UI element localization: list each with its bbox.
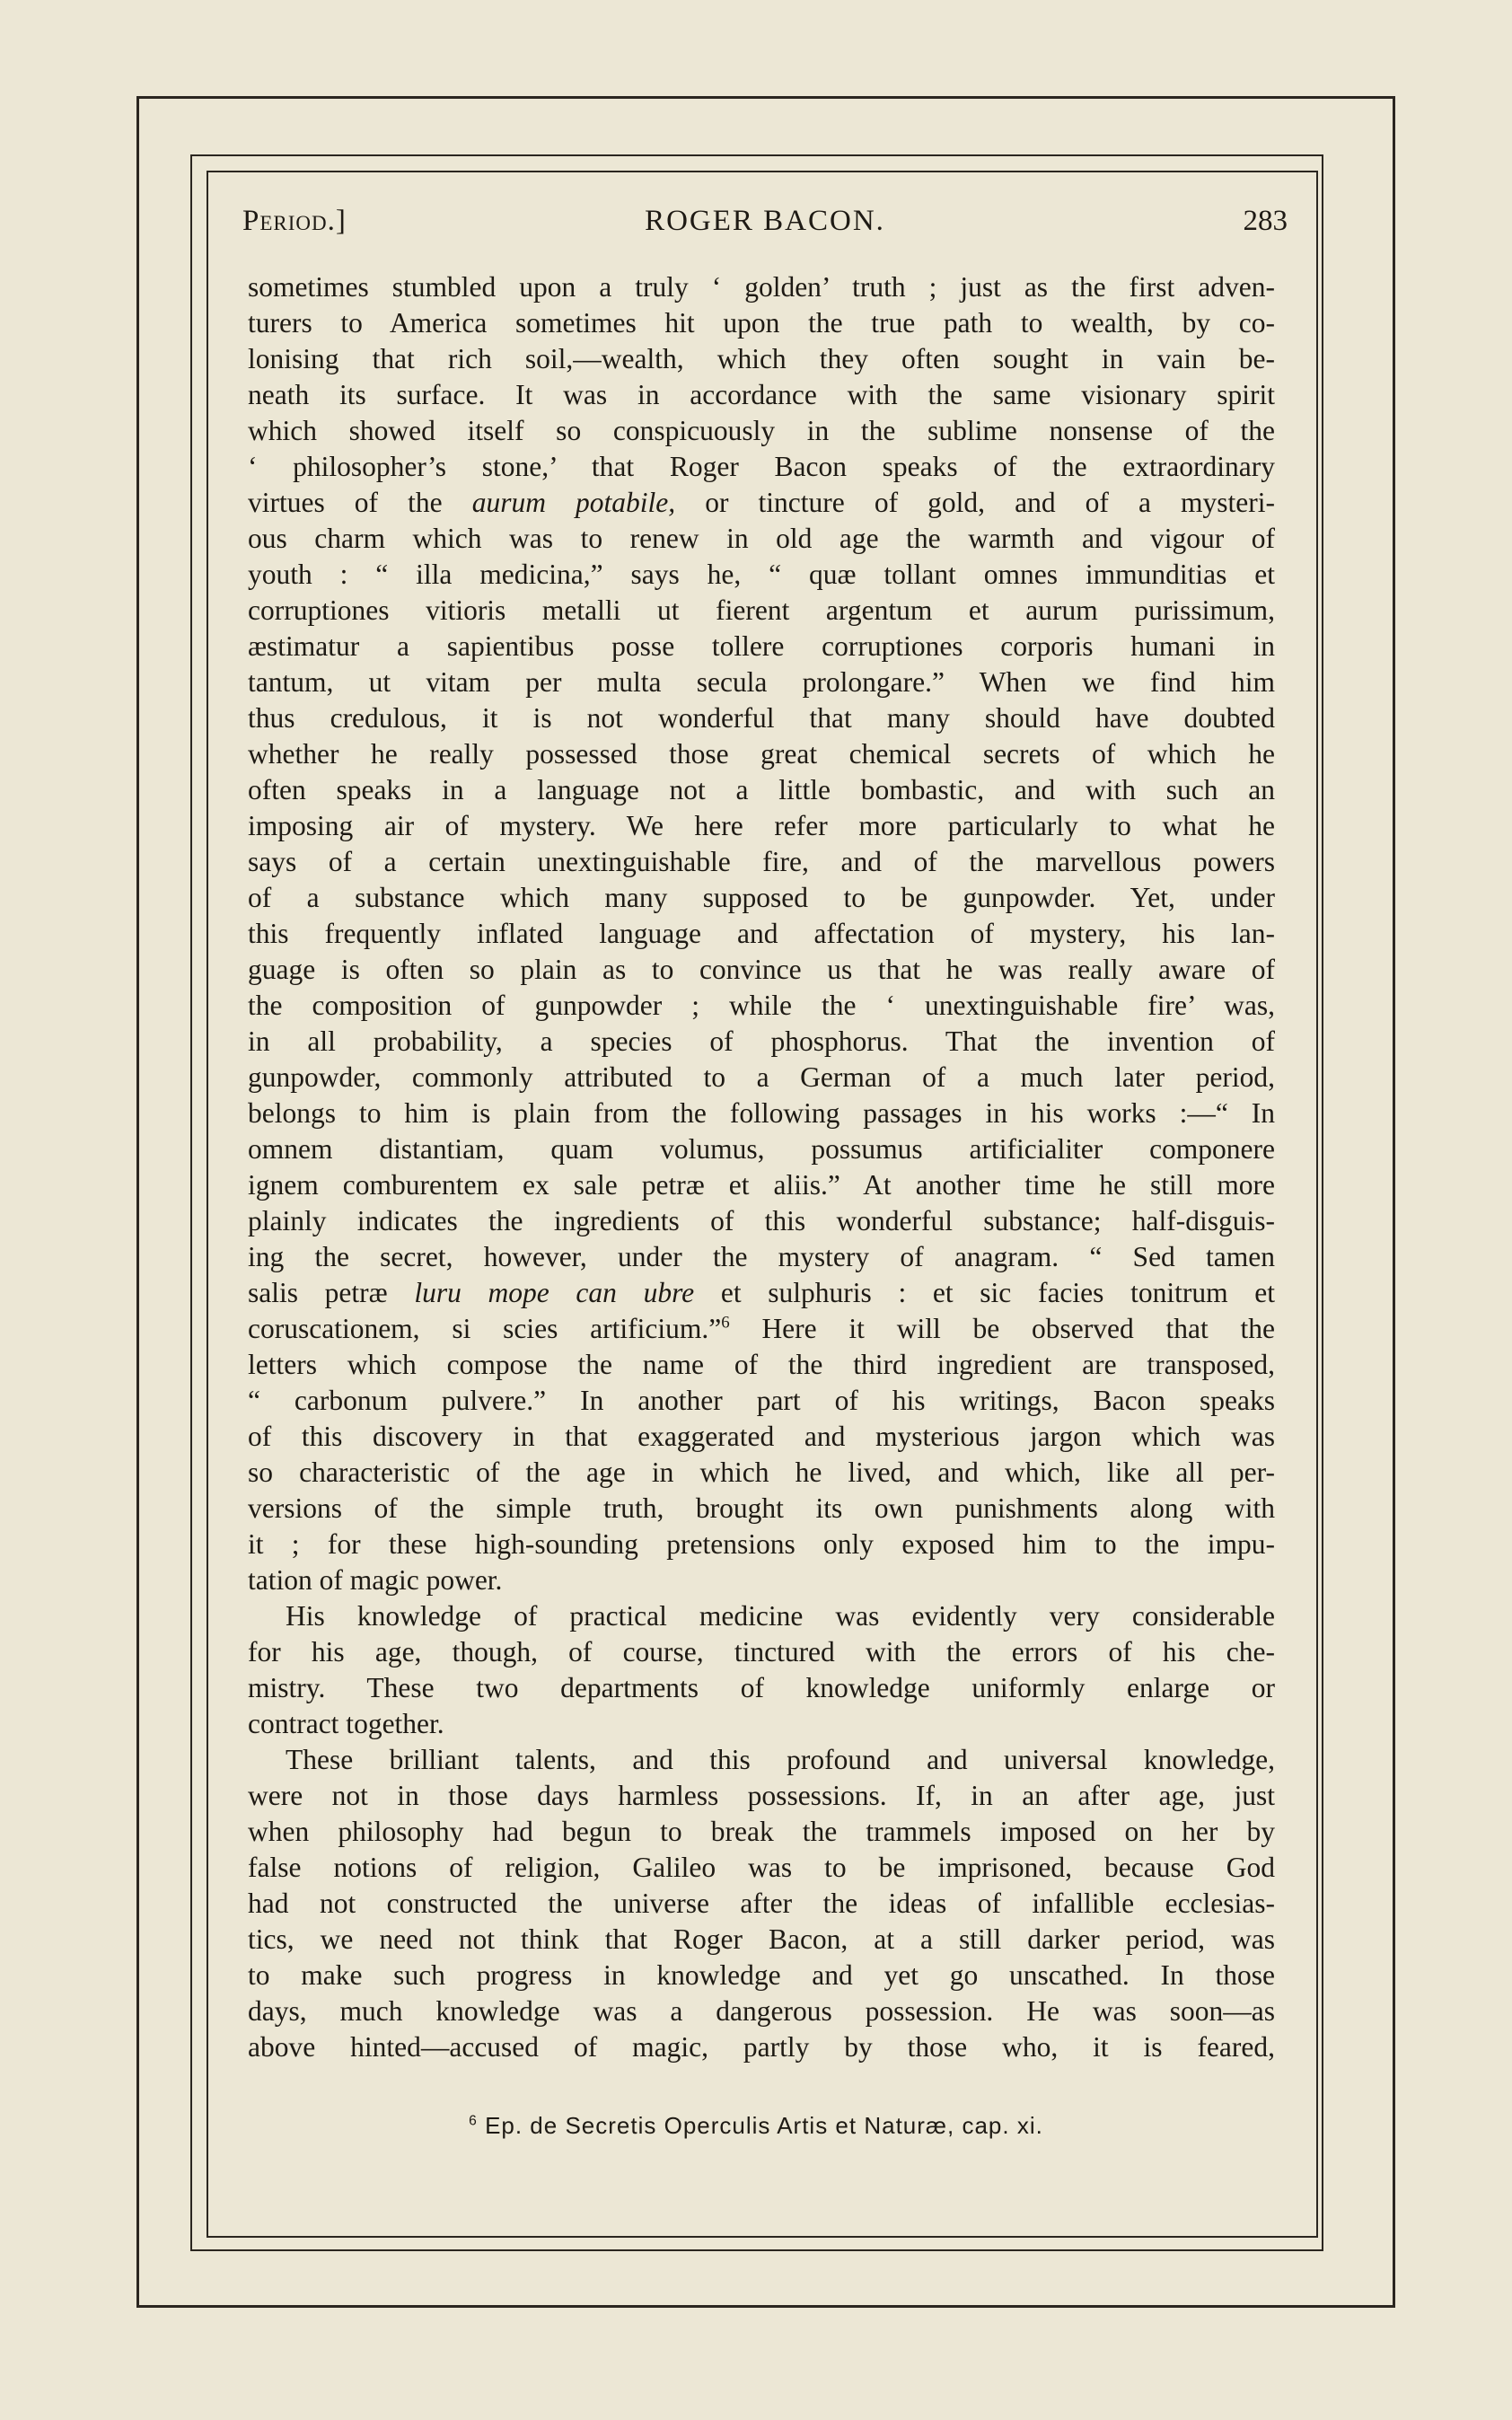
text-line bbox=[248, 1311, 1275, 1347]
text-line: youth : “ illa medicina,” says he, “ quæ tollant omnes immunditias et bbox=[248, 559, 1275, 590]
page-number: 283 bbox=[1243, 205, 1288, 237]
text-line: of this discovery in that exaggerated and mysterious jargon which was bbox=[248, 1421, 1275, 1452]
inner-frame-left-second bbox=[207, 171, 208, 2238]
running-head-title: ROGER BACON. bbox=[645, 205, 885, 237]
text-line: These brilliant talents, and this profound and universal knowledge, bbox=[286, 1744, 1275, 1775]
text-line: when philosophy had begun to break the trammels imposed on her by bbox=[248, 1816, 1275, 1847]
text-segment: salis petræ bbox=[248, 1277, 415, 1308]
text-line: whether he really possessed those great chemical secrets of which he bbox=[248, 738, 1275, 770]
text-line: so characteristic of the age in which he lived, and which, like all per- bbox=[248, 1456, 1275, 1488]
text-line bbox=[248, 1275, 1275, 1311]
text-segment: coruscationem, si scies artificium.” bbox=[248, 1313, 722, 1344]
body-text bbox=[248, 269, 1275, 2065]
text-line: it ; for these high-sounding pretensions only exposed him to the impu- bbox=[248, 1528, 1275, 1560]
text-line: letters which compose the name of the third ingredient are transposed, bbox=[248, 1349, 1275, 1380]
text-line: imposing air of mystery. We here refer more particularly to what he bbox=[248, 810, 1275, 841]
text-line bbox=[248, 485, 1275, 521]
inner-frame-right bbox=[1322, 154, 1323, 2251]
running-head bbox=[242, 205, 1288, 248]
text-line: days, much knowledge was a dangerous possession. He was soon—as bbox=[248, 1995, 1275, 2027]
text-line: which showed itself so conspicuously in the sublime nonsense of the bbox=[248, 415, 1275, 446]
text-line: His knowledge of practical medicine was evidently very considerable bbox=[286, 1600, 1275, 1632]
text-line: versions of the simple truth, brought its own punishments along with bbox=[248, 1492, 1275, 1524]
italic-term: aurum potabile, bbox=[471, 487, 676, 518]
text-line: omnem distantiam, quam volumus, possumus artificialiter componere bbox=[248, 1133, 1275, 1165]
text-line: the composition of gunpowder ; while the ‘ unextinguishable fire’ was, bbox=[248, 990, 1275, 1021]
text-line: tics, we need not think that Roger Bacon, at a still darker period, was bbox=[248, 1923, 1275, 1955]
text-segment: Here it will be observed that the bbox=[729, 1313, 1275, 1344]
outer-frame-bottom bbox=[136, 2305, 1395, 2308]
text-line: æstimatur a sapientibus posse tollere corruptiones corporis humani in bbox=[248, 630, 1275, 662]
running-head-section: Period.] bbox=[242, 205, 347, 237]
text-line: to make such progress in knowledge and yet go unscathed. In those bbox=[248, 1959, 1275, 1991]
text-line: gunpowder, commonly attributed to a German of a much later period, bbox=[248, 1061, 1275, 1093]
inner-frame-top-second bbox=[207, 171, 1318, 172]
text-line: contract together. bbox=[248, 1708, 444, 1739]
text-line: neath its surface. It was in accordance with the same visionary spirit bbox=[248, 379, 1275, 410]
text-line: lonising that rich soil,—wealth, which they often sought in vain be- bbox=[248, 343, 1275, 374]
text-line: plainly indicates the ingredients of this wonderful substance; half-disguis- bbox=[248, 1205, 1275, 1236]
text-line: ing the secret, however, under the mystery of anagram. “ Sed tamen bbox=[248, 1241, 1275, 1272]
footnote-reference: 6 bbox=[721, 1313, 730, 1333]
text-segment: et sulphuris : et sic facies tonitrum et bbox=[694, 1277, 1275, 1308]
inner-frame-bottom-second bbox=[207, 2236, 1318, 2238]
inner-frame-bottom bbox=[190, 2249, 1323, 2251]
text-segment: virtues of the bbox=[248, 487, 472, 518]
text-line: often speaks in a language not a little bombastic, and with such an bbox=[248, 774, 1275, 805]
footnote-text: Ep. de Secretis Operculis Artis et Naturæ, cap. xi. bbox=[485, 2112, 1043, 2139]
text-line: this frequently inflated language and affectation of mystery, his lan- bbox=[248, 918, 1275, 949]
text-line: tation of magic power. bbox=[248, 1564, 503, 1596]
text-line: were not in those days harmless possessions. If, in an after age, just bbox=[248, 1780, 1275, 1811]
text-line: of a substance which many supposed to be gunpowder. Yet, under bbox=[248, 882, 1275, 913]
text-line: tantum, ut vitam per multa secula prolongare.” When we find him bbox=[248, 666, 1275, 698]
text-line: false notions of religion, Galileo was to be imprisoned, because God bbox=[248, 1852, 1275, 1883]
text-line: guage is often so plain as to convince us that he was really aware of bbox=[248, 954, 1275, 985]
outer-frame-right bbox=[1393, 96, 1395, 2308]
text-line: ‘ philosopher’s stone,’ that Roger Bacon speaks of the extraordinary bbox=[248, 451, 1275, 482]
inner-frame-left bbox=[190, 154, 192, 2251]
text-line: thus credulous, it is not wonderful that many should have doubted bbox=[248, 702, 1275, 734]
text-line: ignem comburentem ex sale petræ et aliis.” At another time he still more bbox=[248, 1169, 1275, 1201]
inner-frame-right-second bbox=[1316, 171, 1318, 2238]
outer-frame-top bbox=[136, 96, 1395, 99]
text-line: for his age, though, of course, tinctured with the errors of his che- bbox=[248, 1636, 1275, 1668]
text-line: above hinted—accused of magic, partly by those who, it is feared, bbox=[248, 2031, 1275, 2063]
text-segment: or tincture of gold, and of a mysteri- bbox=[675, 487, 1275, 518]
text-line: ous charm which was to renew in old age the warmth and vigour of bbox=[248, 523, 1275, 554]
text-line: had not constructed the universe after the ideas of infallible ecclesias- bbox=[248, 1888, 1275, 1919]
footnote bbox=[0, 2112, 1512, 2140]
footnote-marker: 6 bbox=[469, 2113, 478, 2129]
text-line: corruptiones vitioris metalli ut fierent argentum et aurum purissimum, bbox=[248, 594, 1275, 626]
text-line: belongs to him is plain from the following passages in his works :—“ In bbox=[248, 1097, 1275, 1129]
text-line: turers to America sometimes hit upon the true path to wealth, by co- bbox=[248, 307, 1275, 339]
text-line: in all probability, a species of phosphorus. That the invention of bbox=[248, 1025, 1275, 1057]
inner-frame-top bbox=[190, 154, 1323, 156]
outer-frame-left bbox=[136, 96, 139, 2308]
text-line: says of a certain unextinguishable fire, and of the marvellous powers bbox=[248, 846, 1275, 877]
italic-anagram: luru mope can ubre bbox=[414, 1277, 695, 1308]
text-line: sometimes stumbled upon a truly ‘ golden’ truth ; just as the first adven- bbox=[248, 271, 1275, 303]
text-line: mistry. These two departments of knowledge uniformly enlarge or bbox=[248, 1672, 1275, 1703]
text-line: “ carbonum pulvere.” In another part of his writings, Bacon speaks bbox=[248, 1385, 1275, 1416]
